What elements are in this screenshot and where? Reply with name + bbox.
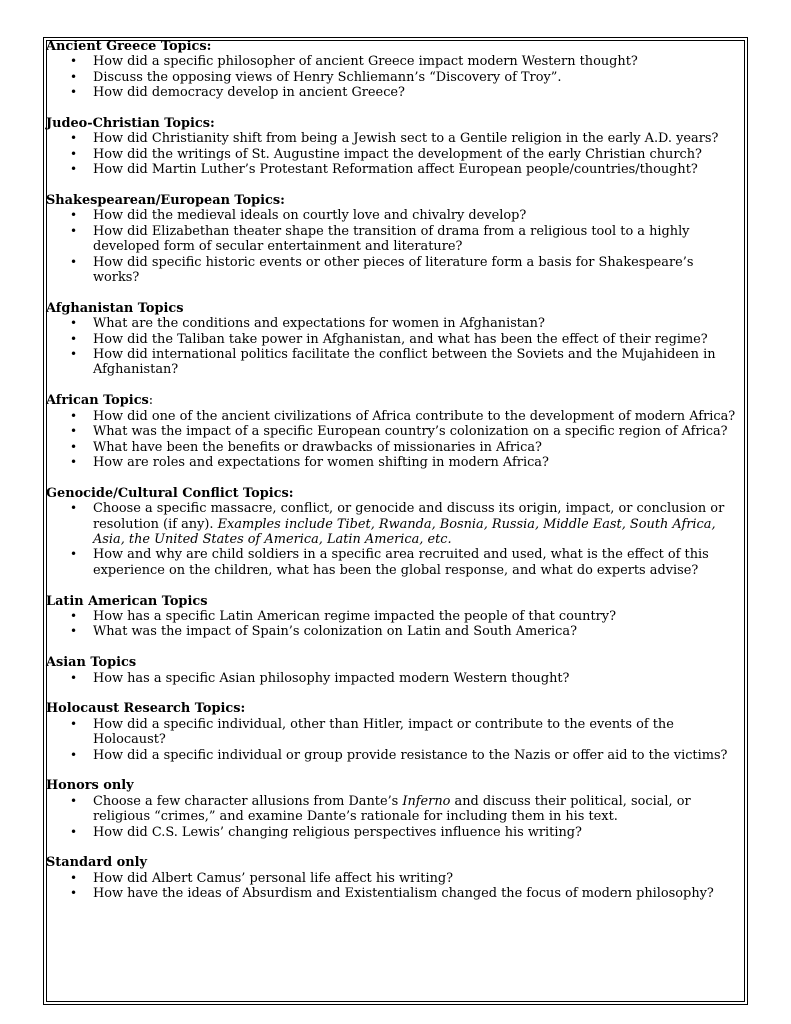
topic-list (46, 501, 746, 578)
bullet-icon: • (70, 331, 78, 346)
section-latin-american (46, 594, 746, 640)
list-item: • What are the conditions and expectations for women in Afghanistan? (70, 316, 545, 332)
section-asian (46, 655, 746, 686)
list-item: • How did Albert Camus’ personal life affect his writing? (70, 870, 454, 886)
bullet-icon: • (70, 670, 78, 685)
bullet-icon: • (70, 824, 78, 839)
section-heading: Judeo-Christian Topics: (46, 116, 215, 132)
bullet-icon: • (70, 131, 78, 146)
section-genocide-cultural-conflict (46, 486, 746, 578)
list-item: • What was the impact of a specific European country’s colonization on a specific region of Africa? (70, 424, 728, 440)
topic-list (46, 131, 746, 177)
bullet-icon: • (70, 146, 78, 161)
section-heading: African Topics: (46, 393, 154, 409)
list-item: • How are roles and expectations for women shifting in modern Africa? (70, 454, 549, 470)
topic-list (46, 54, 746, 100)
bullet-icon: • (70, 424, 78, 439)
bullet-icon: • (70, 54, 78, 69)
list-item: • How did a specific individual or group provide resistance to the Nazis or offer aid to the victims? (70, 747, 728, 763)
section-holocaust (46, 701, 746, 763)
section-shakespearean-european (46, 193, 746, 285)
list-item: • How did a specific individual, other than Hitler, impact or contribute to the events of the Holocaust? (70, 716, 674, 748)
topic-list-document (46, 39, 746, 917)
list-item: • How did international politics facilitate the conflict between the Soviets and the Mujahideen in Afghanistan? (70, 347, 716, 378)
bullet-icon: • (70, 223, 78, 238)
bullet-icon: • (70, 501, 78, 516)
list-item: • How have the ideas of Absurdism and Existentialism changed the focus of modern philosophy? (70, 886, 714, 902)
list-item: • How did the writings of St. Augustine impact the development of the early Christian church? (70, 146, 702, 162)
section-heading: Asian Topics (46, 655, 137, 671)
list-item: • How did Martin Luther’s Protestant Reformation affect European people/countries/thought? (70, 162, 698, 178)
section-heading: Genocide/Cultural Conflict Topics: (46, 485, 294, 501)
list-item: • How and why are child soldiers in a specific area recruited and used, what is the effect of this experience on the children, what has been the global response, and what do experts advise? (70, 547, 709, 578)
topic-list (46, 794, 746, 840)
list-item: • What have been the benefits or drawbacks of missionaries in Africa? (70, 439, 542, 455)
bullet-icon: • (70, 69, 78, 84)
list-item: • How did specific historic events or other pieces of literature form a basis for Shakespeare’s works? (70, 254, 694, 286)
bullet-icon: • (70, 316, 78, 331)
bullet-icon: • (70, 408, 78, 423)
topic-list (46, 609, 746, 640)
topic-list (46, 316, 746, 378)
bullet-icon: • (70, 85, 78, 100)
bullet-icon: • (70, 162, 78, 177)
bullet-icon: • (70, 793, 78, 808)
list-item: • Discuss the opposing views of Henry Schliemann’s “Discovery of Troy”. (70, 69, 562, 85)
section-standard-only (46, 855, 746, 901)
section-heading: Ancient Greece Topics: (46, 39, 212, 54)
bullet-icon: • (70, 547, 78, 562)
list-item: • What was the impact of Spain’s colonization on Latin and South America? (70, 624, 577, 640)
list-item: • How did C.S. Lewis’ changing religious perspectives influence his writing? (70, 824, 582, 840)
topic-list (46, 671, 746, 686)
topic-list (46, 409, 746, 471)
section-heading: Honors only (46, 778, 134, 794)
list-item: • How did the medieval ideals on courtly love and chivalry develop? (70, 208, 527, 224)
section-heading: Latin American Topics (46, 593, 208, 609)
bullet-icon: • (70, 208, 78, 223)
list-item: • How has a specific Latin American regime impacted the people of that country? (70, 608, 616, 624)
list-item: • How did a specific philosopher of ancient Greece impact modern Western thought? (70, 54, 638, 70)
bullet-icon: • (70, 454, 78, 469)
topic-list (46, 717, 746, 763)
bullet-icon: • (70, 886, 78, 901)
list-item: • Choose a few character allusions from Dante’s Inferno and discuss their political, social, or religious “crimes,” and examine Dante’s rationale for including them in his text. (70, 793, 691, 825)
section-heading: Holocaust Research Topics: (46, 701, 246, 717)
section-heading: Standard only (46, 855, 148, 871)
list-item: • How has a specific Asian philosophy impacted modern Western thought? (70, 670, 570, 686)
section-heading: Afghanistan Topics (46, 300, 184, 316)
bullet-icon: • (70, 870, 78, 885)
section-heading: Shakespearean/European Topics: (46, 193, 285, 209)
section-afghanistan (46, 301, 746, 378)
section-honors-only (46, 778, 746, 840)
list-item: • How did democracy develop in ancient Greece? (70, 85, 405, 101)
list-item: • How did Christianity shift from being a Jewish sect to a Gentile religion in the early A.D. years? (70, 131, 719, 147)
section-judeo-christian (46, 116, 746, 178)
list-item: • Choose a specific massacre, conflict, or genocide and discuss its origin, impact, or conclusion or resolution (if any). Examples include Tibet, Rwanda, Bosnia, Russia, Middle East, South Africa, Asia, the United States of America, Latin America, etc. (70, 501, 725, 547)
list-item: • How did the Taliban take power in Afghanistan, and what has been the effect of their regime? (70, 331, 708, 347)
bullet-icon: • (70, 608, 78, 623)
list-item: • How did Elizabethan theater shape the transition of drama from a religious tool to a highly developed form of secular entertainment and literature? (70, 223, 690, 255)
bullet-icon: • (70, 347, 78, 362)
topic-list (46, 208, 746, 285)
bullet-icon: • (70, 439, 78, 454)
section-ancient-greece (46, 39, 746, 101)
topic-list (46, 871, 746, 902)
list-item: • How did one of the ancient civilizations of Africa contribute to the development of modern Africa? (70, 408, 736, 424)
section-african (46, 393, 746, 470)
bullet-icon: • (70, 624, 78, 639)
bullet-icon: • (70, 716, 78, 731)
bullet-icon: • (70, 254, 78, 269)
bullet-icon: • (70, 747, 78, 762)
